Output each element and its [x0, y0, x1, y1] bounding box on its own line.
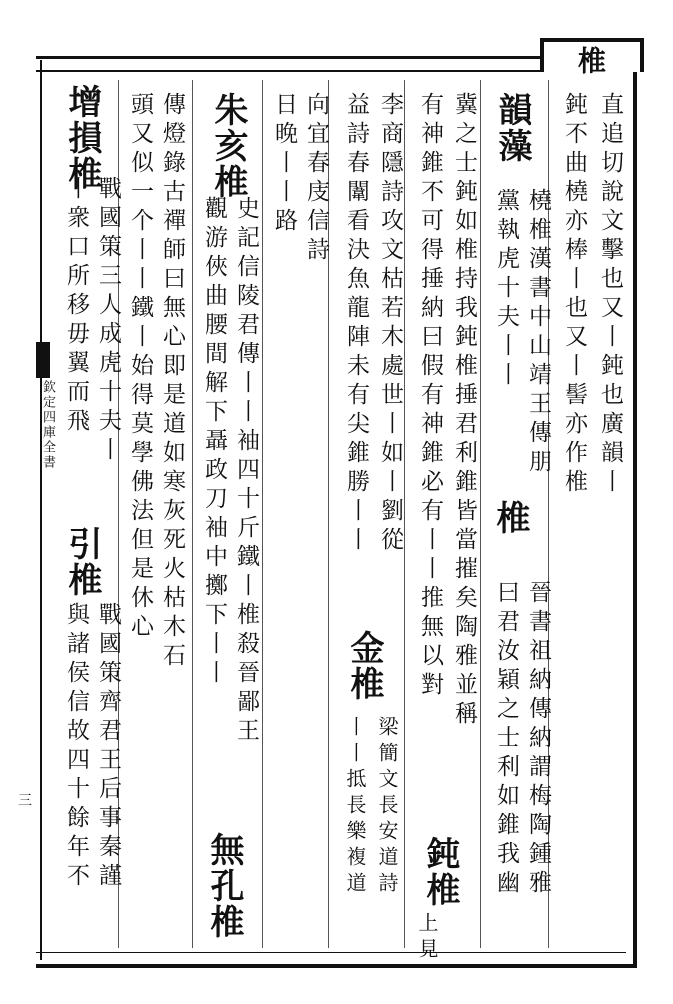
entry-heading: 韻藻: [492, 92, 532, 164]
frame-top-rule-inner: [36, 70, 550, 72]
text-line: 李商隱詩攻文枯若木處世丨如丨劉從: [377, 92, 403, 556]
entry-heading: 增損椎: [62, 84, 102, 192]
text-line: 史記信陵君傳丨丨袖四十斤鐵丨椎殺晉鄙王: [233, 196, 259, 747]
text-line: 觀游俠曲腰間解下聶政刀袖中擲下丨丨: [201, 196, 227, 689]
text-line: 向宜春庋信詩: [303, 92, 329, 266]
entry-heading: 金椎: [344, 630, 384, 702]
margin-black-block: [36, 342, 50, 378]
entry-heading: 引椎: [62, 526, 102, 598]
column-rule: [262, 80, 263, 948]
text-line: 益詩春闈看決魚龍陣未有尖錐勝丨丨: [343, 92, 369, 556]
text-line: 晉書祖納傳納謂梅陶鍾雅: [525, 580, 551, 899]
frame-right-rule: [633, 40, 637, 968]
text-line: 有神錐不可得捶納曰假有神錐必有丨丨推無以對: [417, 92, 443, 701]
text-line: 鈍不曲橈亦棒丨也又丨髻亦作椎: [561, 92, 587, 498]
frame-top-rule: [36, 56, 550, 59]
text-line: 頭又似一个丨丨鐵丨始得莫學佛法但是休心: [127, 92, 153, 643]
column-rule: [480, 80, 481, 948]
margin-title: 欽定四庫全書: [40, 380, 55, 470]
text-line: 黨執虎十夫丨丨: [493, 188, 519, 391]
text-line: 丨衆口所移毋翼而飛: [63, 176, 89, 437]
text-line: 梁簡文長安道詩: [375, 716, 399, 898]
frame-bottom-rule: [36, 964, 636, 968]
entry-heading: 椎: [490, 500, 530, 536]
text-line: 戰國策齊君王后事秦謹: [95, 602, 121, 892]
entry-heading: 無孔椎: [204, 832, 244, 940]
text-line: 戰國策三人成虎十夫丨: [95, 176, 121, 466]
entry-heading: 朱亥椎: [208, 92, 248, 200]
text-line: 橈椎漢書中山靖王傳朋: [525, 188, 551, 478]
left-margin-band: [0, 60, 42, 960]
text-line: 與諸侯信故四十餘年不: [63, 602, 89, 892]
text-line: 直追切說文擊也又丨鈍也廣韻丨: [597, 92, 623, 498]
text-line: 日晚丨丨路: [271, 92, 297, 237]
text-line: 傳燈錄古禪師曰無心即是道如寒灰死火枯木石: [159, 92, 185, 672]
page-number: 三: [18, 793, 32, 809]
text-line: 冀之士鈍如椎持我鈍椎捶君利錐皆當摧矣陶雅並稱: [451, 92, 477, 730]
text-line: 曰君汝穎之士利如錐我幽: [493, 580, 519, 899]
heading-character: 椎: [574, 46, 607, 74]
text-line: 上見: [415, 912, 439, 964]
frame-bottom-rule-inner: [36, 952, 626, 953]
entry-heading: 鈍椎: [420, 836, 460, 908]
text-line: 丨丨抵長樂複道: [343, 716, 367, 898]
column-rule: [192, 80, 193, 948]
